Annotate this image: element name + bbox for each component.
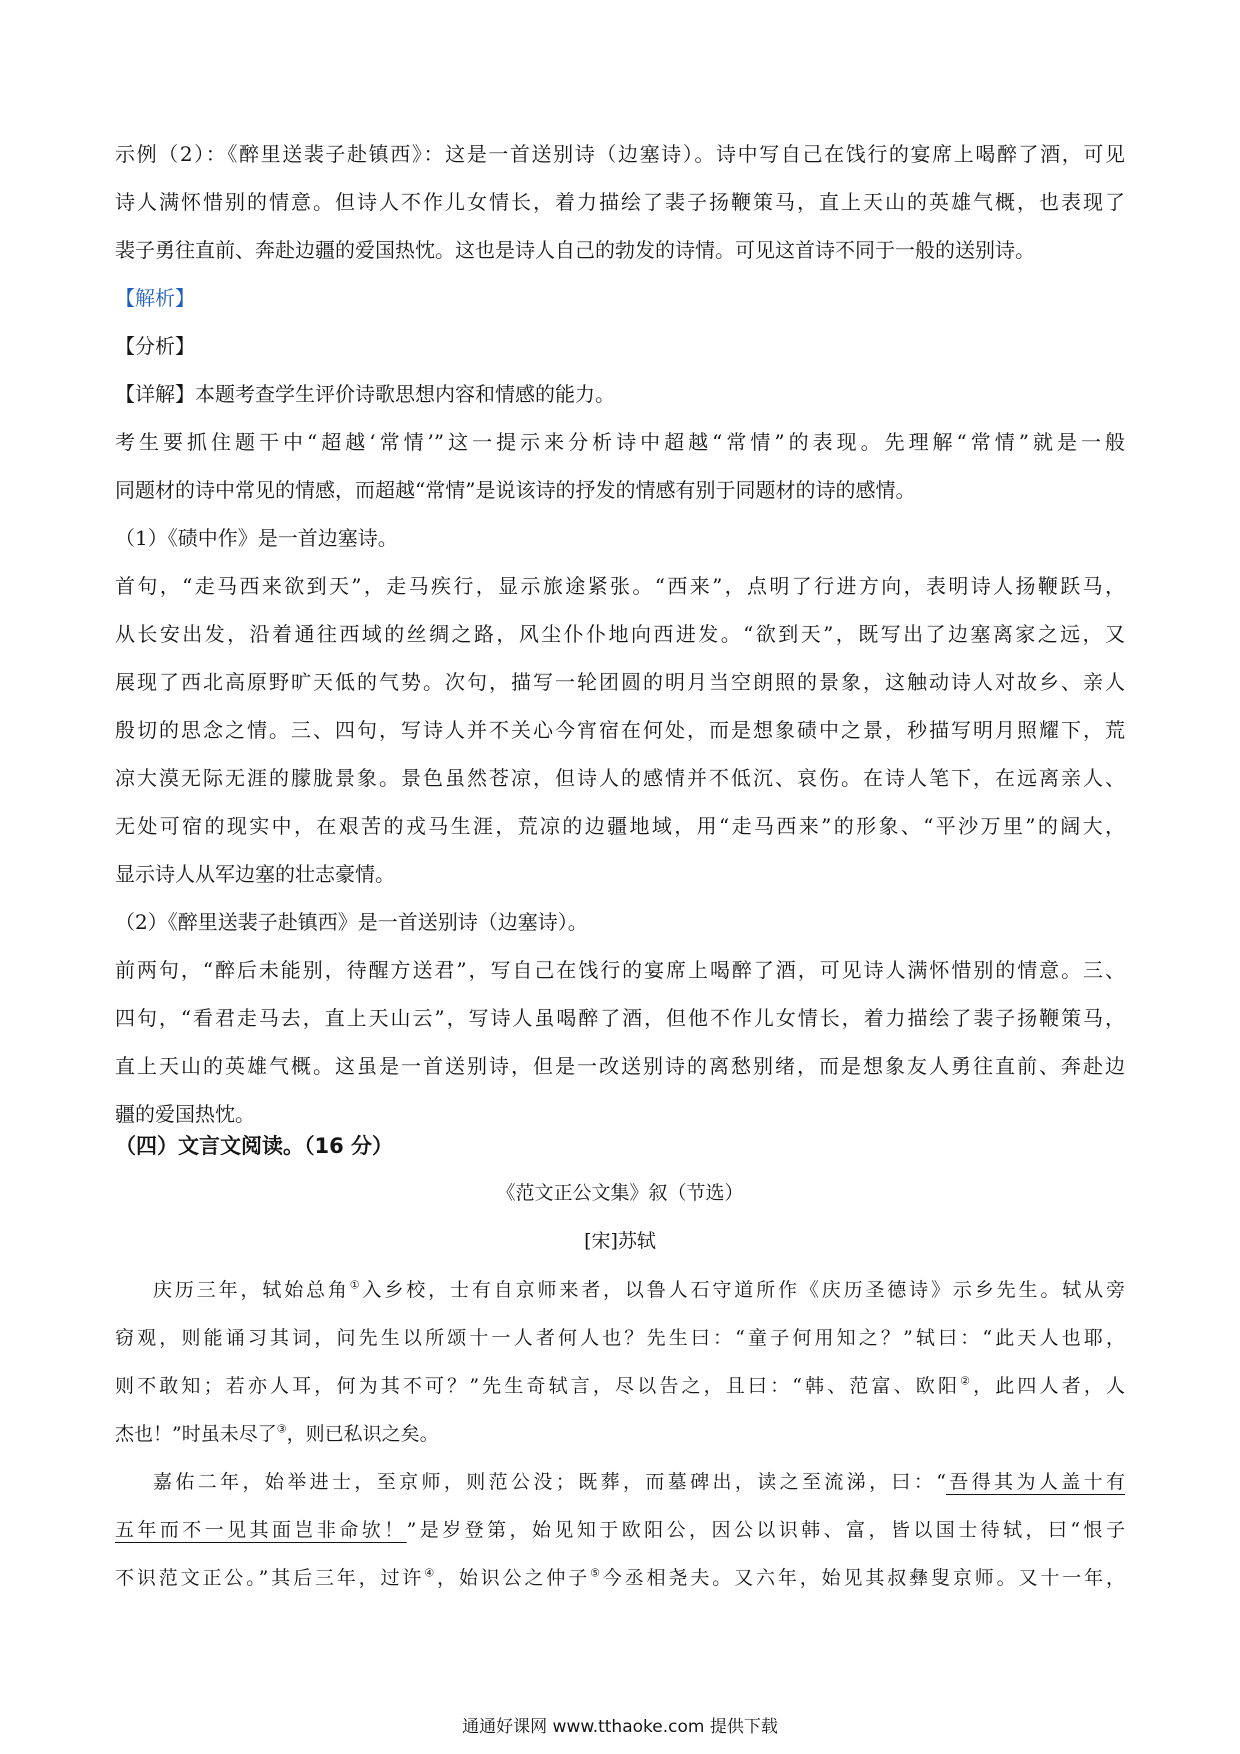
footer-watermark: 通通好课网 www.tthaoke.com 提供下载: [462, 1717, 778, 1737]
p1-line-1: [115, 1266, 1125, 1314]
xiangjie-line: 【详解】本题考查学生评价诗歌思想内容和情感的能力。: [115, 382, 615, 406]
intro-line-2: 同题材的诗中常见的情感，而超越“常情”是说该诗的抒发的情感有别于同题材的诗的感情。: [115, 478, 916, 502]
p1-text-a: 庆历三年，轼始总角: [153, 1279, 350, 1301]
point1-line-6: 无处可宿的现实中，在艰苦的戎马生涯，荒凉的边疆地域，用“走马西来”的形象、“平沙万里”的阔大，: [115, 814, 1125, 838]
p2-text-c: 不识范文正公。”其后三年，过许: [115, 1567, 425, 1589]
point1-line-2: 从长安出发，沿着通往西域的丝绸之路，风尘仆仆地向西进发。“欲到天”，既写出了边塞离家之远，又: [115, 622, 1125, 646]
p1-text-f: ，则已私识之矣。: [286, 1423, 439, 1445]
fenxi-tag: 【分析】: [115, 334, 195, 358]
point1-line-1: 首句，“走马西来欲到天”，走马疾行，显示旅途紧张。“西来”，点明了行进方向，表明诗人扬鞭跃马，: [115, 574, 1125, 598]
point1-line-7: 显示诗人从军边塞的壮志豪情。: [115, 862, 395, 886]
classical-author: [宋]苏轼: [584, 1230, 656, 1252]
example2-line-2: 诗人满怀惜别的情意。但诗人不作儿女情长，着力描绘了裴子扬鞭策马，直上天山的英雄气概，也表现了: [115, 190, 1125, 214]
note-4-marker: ④: [424, 1566, 438, 1580]
p1-text-e: 杰也！”时虽未尽了: [115, 1423, 277, 1445]
point2-line-1: 前两句，“醉后未能别，待醒方送君”，写自己在饯行的宴席上喝醉了酒，可见诗人满怀惜别的情意。三、: [115, 958, 1125, 982]
p2-line-2: [115, 1506, 1125, 1554]
note-2-marker: ②: [960, 1374, 974, 1388]
p1-line-3: [115, 1362, 1125, 1410]
example2-line-1: 示例（2）：《醉里送裴子赴镇西》：这是一首送别诗（边塞诗）。诗中写自己在饯行的宴席上喝醉了酒，可见: [115, 142, 1125, 166]
point2-line-3: 直上天山的英雄气概。这虽是一首送别诗，但是一改送别诗的离愁别绪，而是想象友人勇往直前、奔赴边: [115, 1054, 1125, 1078]
p1-line-4: [115, 1410, 1125, 1458]
p2-text-b: ”是岁登第，始见知于欧阳公，因公以识韩、富，皆以国士待轼，曰“恨子: [406, 1519, 1125, 1541]
point1-line-4: 殷切的思念之情。三、四句，写诗人并不关心今宵宿在何处，而是想象碛中之景，秒描写明月照耀下，荒: [115, 718, 1125, 742]
point2-line-4: 疆的爱国热忱。: [115, 1102, 255, 1126]
intro-line-1: 考生要抓住题干中“超越‘常情’”这一提示来分析诗中超越“常情”的表现。先理解“常情”就是一般: [115, 430, 1125, 454]
point1-heading: （1）《碛中作》是一首边塞诗。: [115, 526, 398, 550]
p2-line-1: [115, 1458, 1125, 1506]
point2-heading: （2）《醉里送裴子赴镇西》是一首送别诗（边塞诗）。: [115, 910, 588, 934]
point1-line-5: 凉大漠无际无涯的朦胧景象。景色虽然苍凉，但诗人的感情并不低沉、哀伤。在诗人笔下，在远离亲人、: [115, 766, 1125, 790]
classical-text: [115, 1266, 1125, 1602]
jiexi-tag: 【解析】: [115, 286, 195, 310]
note-1-marker: ①: [349, 1278, 363, 1292]
p1-text-b: 入乡校，士有自京师来者，以鲁人石守道所作《庆历圣德诗》示乡先生。轼从旁: [362, 1279, 1125, 1301]
p2-line-3: [115, 1554, 1125, 1602]
p2-underlined-a: 吾得其为人盖十有: [945, 1471, 1125, 1493]
p1-text-d: ，此四人者，人: [973, 1375, 1125, 1397]
p1-line-2: 窃观，则能诵习其词，问先生以所颂十一人者何人也？先生曰：“童子何用知之？”轼曰：“此天人也耶，: [115, 1327, 1125, 1349]
p2-text-a: 嘉佑二年，始举进士，至京师，则范公没；既葬，而墓碑出，读之至流涕，曰：“: [153, 1471, 946, 1493]
example2-line-3: 裴子勇往直前、奔赴边疆的爱国热忱。这也是诗人自己的勃发的诗情。可见这首诗不同于一般的送别诗。: [115, 238, 1035, 262]
p1-text-c: 则不敢知；若亦人耳，何为其不可？”先生奇轼言，尽以告之，且曰：“韩、范富、欧阳: [115, 1375, 961, 1397]
note-5-marker: ⑤: [590, 1566, 603, 1580]
answer-section: [115, 130, 1125, 1138]
section4-heading: （四）文言文阅读。（16 分）: [115, 1134, 394, 1158]
classical-title: 《范文正公文集》叙（节选）: [496, 1182, 744, 1204]
point2-line-2: 四句，“看君走马去，直上天山云”，写诗人虽喝醉了酒，但他不作儿女情长，着力描绘了裴子扬鞭策马，: [115, 1006, 1125, 1030]
note-3-marker: ③: [276, 1422, 287, 1436]
p2-underlined-b: 五年而不一见其面岂非命欤！: [115, 1519, 407, 1541]
point1-line-3: 展现了西北高原野旷天低的气势。次句，描写一轮团圆的明月当空朗照的景象，这触动诗人对故乡、亲人: [115, 670, 1125, 694]
p2-text-d: ，始识公之仲子: [437, 1567, 591, 1589]
p2-text-e: 今丞相尧夫。又六年，始见其叔彝叟京师。又十一年，: [602, 1567, 1125, 1589]
